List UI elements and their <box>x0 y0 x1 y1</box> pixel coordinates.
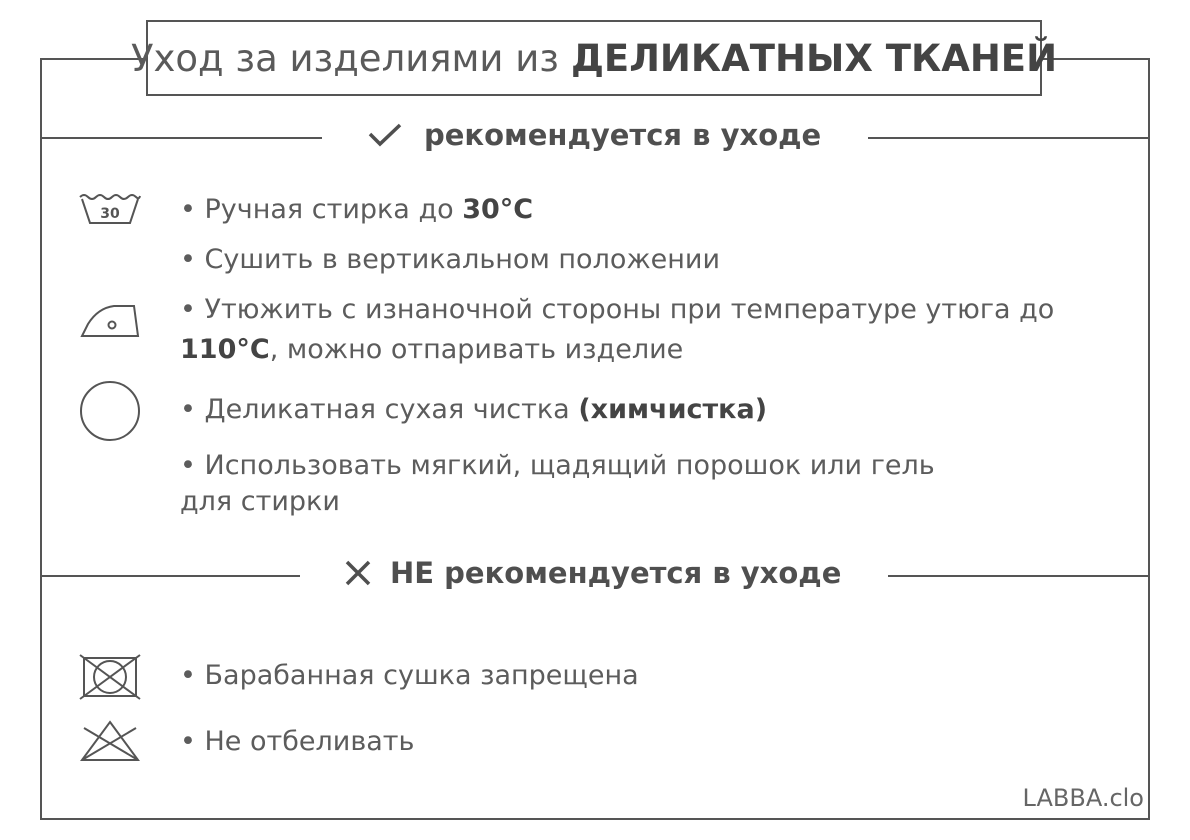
list-item: • Барабанная сушка запрещена <box>180 660 639 691</box>
recommended-heading-label: рекомендуется в уходе <box>424 118 822 152</box>
divider-left <box>40 575 300 577</box>
dry-clean-icon <box>78 379 142 443</box>
no-bleach-icon <box>78 718 142 764</box>
hand-wash-30-icon <box>78 193 142 227</box>
divider-right <box>888 575 1150 577</box>
brand-label: LABBA.clo <box>1022 784 1144 812</box>
recommended-heading <box>368 118 821 152</box>
divider-left <box>40 137 322 139</box>
not-recommended-heading-label: НЕ рекомендуется в уходе <box>390 556 842 590</box>
list-item: • Не отбеливать <box>180 726 415 757</box>
page-title <box>130 20 1058 96</box>
list-item: • Использовать мягкий, щадящий порошок или гель для стирки <box>180 450 935 517</box>
title-regular: Уход за изделиями из <box>130 36 559 80</box>
divider-right <box>868 137 1150 139</box>
not-recommended-heading <box>344 556 841 590</box>
iron-low-temp-icon <box>78 300 142 340</box>
cross-icon <box>344 559 372 587</box>
check-icon <box>368 122 402 148</box>
list-item: • Утюжить с изнаночной стороны при температуре утюга до 110°C, можно отпаривать изделие <box>180 294 1055 365</box>
list-item: • Сушить в вертикальном положении <box>180 244 721 275</box>
list-item: • Ручная стирка до 30°C <box>180 194 534 225</box>
no-tumble-dry-icon <box>78 654 142 700</box>
wash-temp-label: 30 <box>100 206 120 222</box>
care-frame <box>40 58 1150 820</box>
list-item: • Деликатная сухая чистка (химчистка) <box>180 394 768 425</box>
title-bold: ДЕЛИКАТНЫХ ТКАНЕЙ <box>570 36 1058 80</box>
